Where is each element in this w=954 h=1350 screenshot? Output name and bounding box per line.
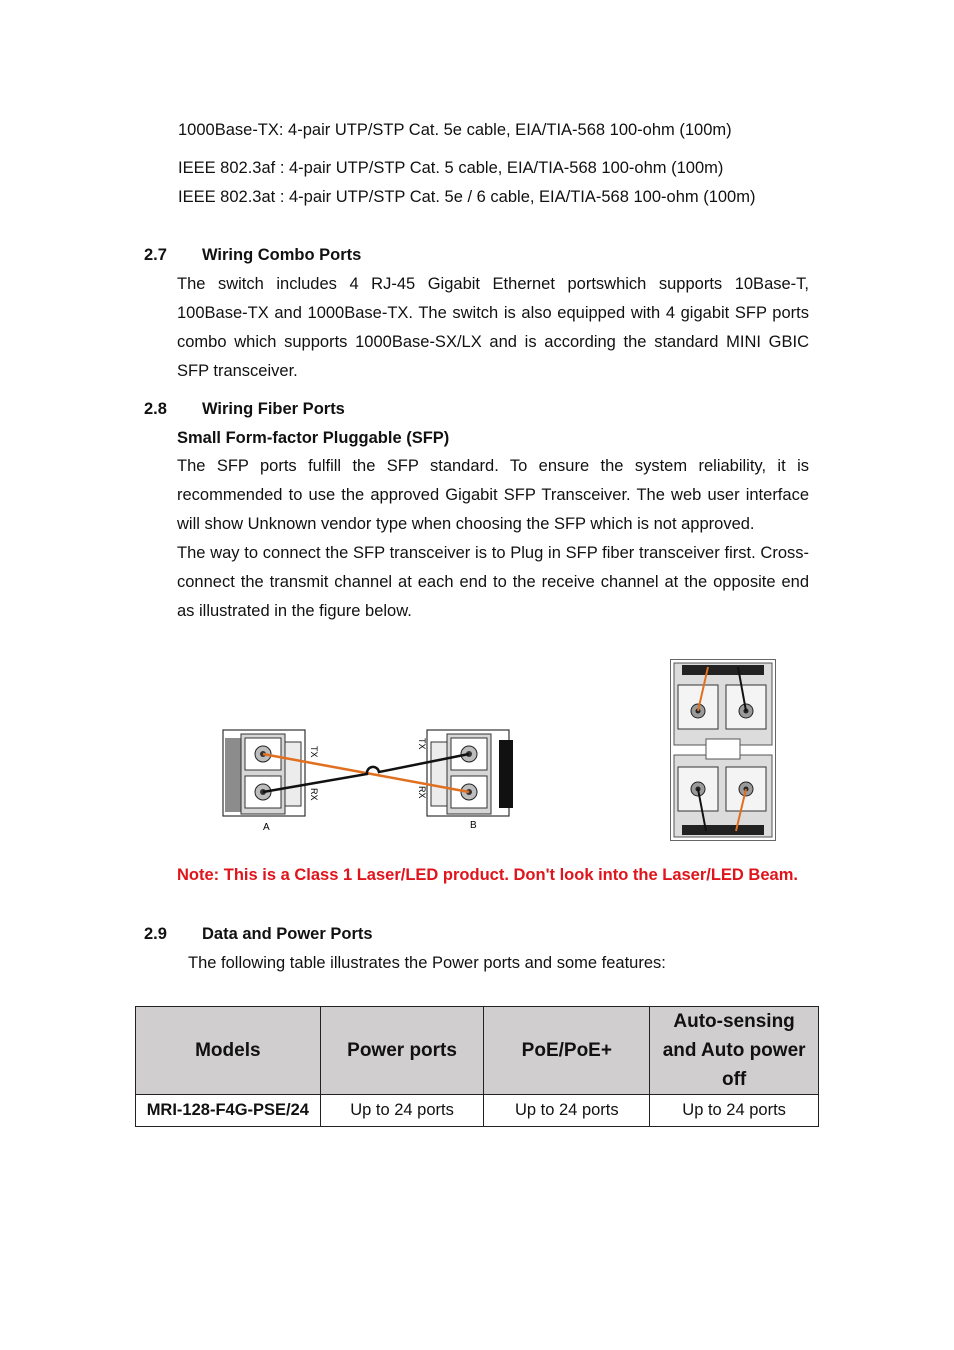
- sfp-stacked-ports-figure: [670, 659, 776, 841]
- section-body-fiber-ports: [177, 452, 809, 626]
- section-number-2-9: 2.9: [144, 925, 167, 943]
- label-tx-b: TX: [417, 738, 427, 750]
- label-rx-a: RX: [309, 788, 319, 801]
- label-rx-b: RX: [417, 786, 427, 799]
- sfp-cross-connect-diagram: [215, 720, 525, 835]
- cell-model: MRI-128-F4G-PSE/24: [136, 1095, 321, 1127]
- subsection-title-sfp: Small Form-factor Pluggable (SFP): [177, 429, 450, 447]
- label-tx-a: TX: [309, 746, 319, 758]
- sfp-standard-paragraph: The SFP ports fulfill the SFP standard. To ensure the system reliability, it is recommended to use the approved Gigabit SFP Transceiver. The web user interface will show Unknown vendor type when choosing the SFP which is not approved.: [177, 457, 809, 533]
- power-ports-table: [135, 1006, 819, 1127]
- section-number-2-7: 2.7: [144, 246, 167, 264]
- cell-auto-sensing: Up to 24 ports: [650, 1095, 819, 1127]
- section-title-wiring-combo-ports: Wiring Combo Ports: [202, 246, 362, 264]
- cabling-line-802-3af: IEEE 802.3af : 4-pair UTP/STP Cat. 5 cable, EIA/TIA-568 100-ohm (100m): [178, 159, 724, 177]
- section-number-2-8: 2.8: [144, 400, 167, 418]
- cabling-line-802-3at: IEEE 802.3at : 4-pair UTP/STP Cat. 5e / 6 cable, EIA/TIA-568 100-ohm (100m): [178, 188, 756, 206]
- section-title-data-power-ports: Data and Power Ports: [202, 925, 373, 943]
- header-power-ports: Power ports: [320, 1007, 484, 1095]
- label-a: A: [263, 822, 270, 833]
- label-b: B: [470, 820, 477, 831]
- laser-warning-note: Note: This is a Class 1 Laser/LED product. Don't look into the Laser/LED Beam.: [177, 866, 798, 884]
- section-body-combo-ports: [177, 270, 809, 386]
- transceiver-b: [427, 730, 513, 816]
- header-auto-sensing: Auto-sensing and Auto power off: [650, 1007, 819, 1095]
- sfp-connect-paragraph: The way to connect the SFP transceiver is to Plug in SFP fiber transceiver first. Cross-connect the transmit channel at each end to the receive channel at the opposite end as illustrated in the figure below.: [177, 544, 809, 620]
- table-intro-text: The following table illustrates the Power ports and some features:: [188, 954, 666, 972]
- section-title-wiring-fiber-ports: Wiring Fiber Ports: [202, 400, 345, 418]
- transceiver-a: [223, 730, 305, 816]
- cabling-line-1000base-tx: 1000Base-TX: 4-pair UTP/STP Cat. 5e cable, EIA/TIA-568 100-ohm (100m): [178, 121, 732, 139]
- table-header-row: [136, 1007, 819, 1095]
- table-row: [136, 1095, 819, 1127]
- cell-poe: Up to 24 ports: [484, 1095, 650, 1127]
- cell-power-ports: Up to 24 ports: [320, 1095, 484, 1127]
- header-poe: PoE/PoE+: [484, 1007, 650, 1095]
- combo-ports-paragraph: The switch includes 4 RJ-45 Gigabit Ethernet portswhich supports 10Base-T, 100Base-TX and 1000Base-TX. The switch is also equipped with 4 gigabit SFP ports combo which supports 1000Base-SX/LX and is according the standard MINI GBIC SFP transceiver.: [177, 275, 809, 380]
- header-models: Models: [136, 1007, 321, 1095]
